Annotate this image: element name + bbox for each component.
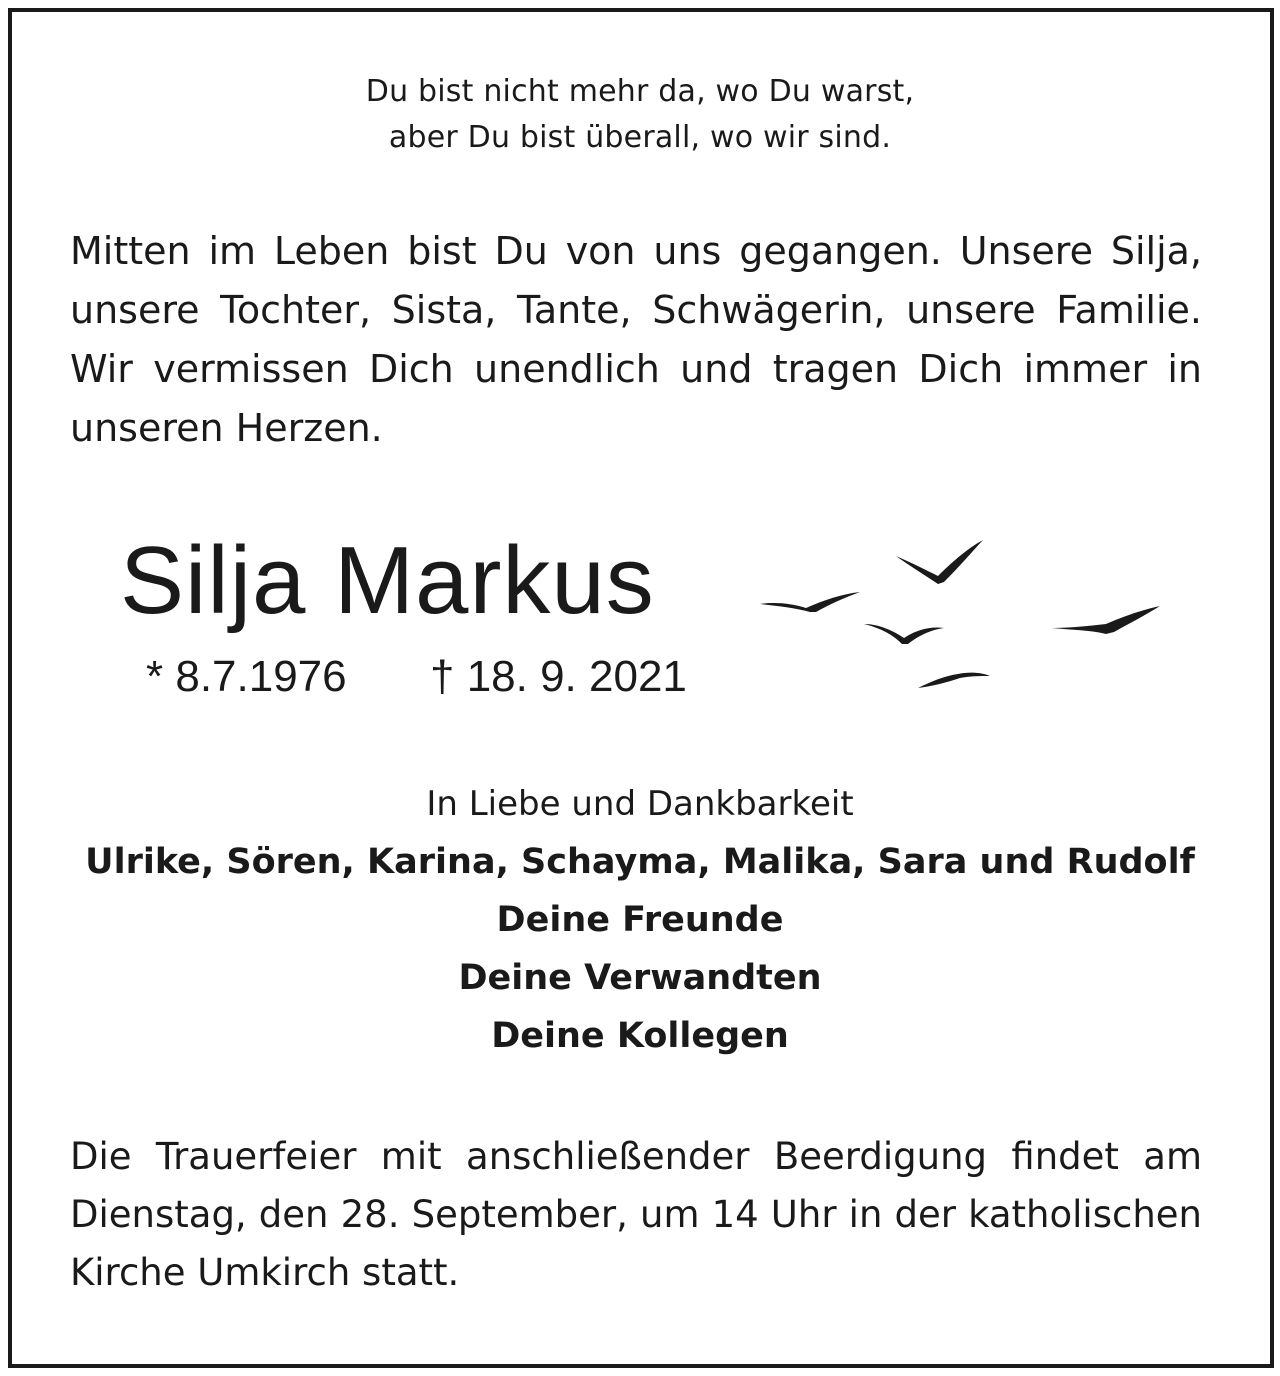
- mourners-colleagues: Deine Kollegen: [491, 1016, 789, 1056]
- intro-line-2: unsere Tochter, Sista, Tante, Schwägerin, unsere Familie.: [70, 288, 1202, 332]
- intro-line-3: Wir vermissen Dich unendlich und tragen Dich immer in: [70, 347, 1202, 391]
- bird-5: [918, 673, 990, 688]
- intro-line-1: Mitten im Leben bist Du von uns gegangen. Unsere Silja,: [70, 229, 1202, 273]
- birth-date: * 8.7.1976: [146, 652, 347, 701]
- bird-2: [760, 592, 860, 612]
- mourners-family: Ulrike, Sören, Karina, Schayma, Malika, Sara und Rudolf: [85, 842, 1195, 882]
- bird-4: [1052, 606, 1160, 634]
- dedication-line: In Liebe und Dankbarkeit: [426, 784, 854, 824]
- service-line-3: Kirche Umkirch statt.: [70, 1251, 460, 1294]
- service-line-1: Die Trauerfeier mit anschließender Beerdigung findet am: [70, 1135, 1202, 1178]
- mourners-friends: Deine Freunde: [496, 900, 784, 940]
- service-line-2: Dienstag, den 28. September, um 14 Uhr in der katholischen: [70, 1193, 1202, 1236]
- intro-paragraph: [70, 222, 1202, 458]
- bird-3: [864, 624, 944, 644]
- deceased-name: Silja Markus: [120, 527, 655, 634]
- death-date: † 18. 9. 2021: [430, 652, 687, 701]
- motto-line-1: Du bist nicht mehr da, wo Du warst,: [365, 74, 915, 109]
- bird-1: [896, 540, 983, 584]
- service-paragraph: [70, 1128, 1202, 1302]
- mourners-relatives: Deine Verwandten: [458, 958, 822, 998]
- intro-line-4: unseren Herzen.: [70, 406, 383, 450]
- motto-line-2: aber Du bist überall, wo wir sind.: [388, 120, 892, 155]
- birds-flying-icon: [740, 530, 1180, 710]
